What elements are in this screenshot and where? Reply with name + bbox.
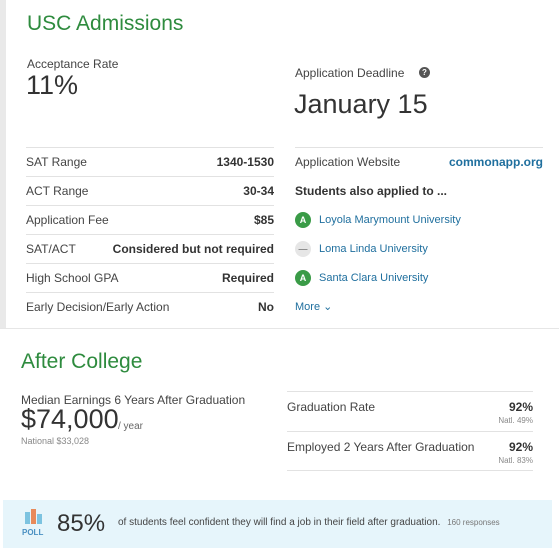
application-info (295, 147, 543, 321)
earnings-national: National $33,028 (21, 436, 90, 446)
earnings-label: Median Earnings 6 Years After Graduation (21, 393, 246, 407)
grade-badge: A (295, 270, 311, 286)
outcome-row (287, 391, 533, 431)
question-circle-icon[interactable]: ? (419, 67, 430, 78)
admission-stats (26, 147, 274, 321)
stat-row (26, 147, 274, 176)
more-button[interactable] (295, 300, 332, 313)
stat-label: Application Fee (26, 213, 109, 227)
stat-row (26, 176, 274, 205)
stat-row (26, 292, 274, 321)
also-applied-title: Students also applied to ... (295, 183, 448, 198)
poll-statement (118, 517, 500, 528)
deadline-label: Application Deadline (295, 66, 405, 80)
section-side-bar (0, 0, 6, 328)
list-item (295, 205, 543, 234)
more-row (295, 292, 543, 321)
stat-row (26, 234, 274, 263)
stat-value: $85 (253, 213, 274, 227)
university-link[interactable]: Loma Linda University (319, 242, 428, 255)
acceptance-rate-label: Acceptance Rate (27, 57, 119, 71)
stat-label: ACT Range (26, 184, 89, 198)
admissions-title: USC Admissions (27, 12, 184, 35)
stat-row (26, 263, 274, 292)
poll-percent: 85% (57, 510, 106, 537)
also-applied-header (295, 176, 543, 205)
stat-value: No (258, 300, 274, 314)
stat-value: 30-34 (243, 184, 274, 198)
outcome-label: Employed 2 Years After Graduation (287, 440, 475, 454)
earnings-value: $74,000 (21, 404, 119, 434)
stat-label: SAT/ACT (26, 242, 76, 256)
grade-badge: — (295, 241, 311, 257)
website-link[interactable]: commonapp.org (448, 155, 543, 169)
more-label: More (295, 300, 321, 313)
outcome-national: Natl. 49% (498, 416, 533, 425)
poll-banner (3, 500, 552, 548)
outcome-national: Natl. 83% (498, 456, 533, 465)
poll-icon (22, 508, 52, 538)
stat-value: 1340-1530 (216, 155, 274, 169)
section-divider (0, 328, 559, 329)
poll-text: of students feel confident they will find a job in their field after graduation. (118, 517, 441, 528)
deadline-value: January 15 (294, 89, 428, 119)
university-link[interactable]: Santa Clara University (319, 271, 429, 284)
grade-badge: A (295, 212, 311, 228)
outcomes-list (287, 391, 533, 471)
outcome-label: Graduation Rate (287, 400, 376, 414)
outcome-value: 92% (508, 440, 533, 454)
website-label: Application Website (295, 155, 401, 169)
list-item (295, 263, 543, 292)
university-link[interactable]: Loyola Marymount University (319, 213, 461, 226)
outcome-row (287, 431, 533, 471)
stat-label: SAT Range (26, 155, 87, 169)
chevron-down-icon: ⌄ (323, 301, 333, 313)
stat-row (26, 205, 274, 234)
after-college-title: After College (21, 350, 143, 373)
poll-icon-label: POLL (22, 528, 44, 537)
stat-value: Required (221, 271, 274, 285)
outcome-value: 92% (508, 400, 533, 414)
poll-responses[interactable]: 160 responses (447, 518, 500, 527)
acceptance-rate-value: 11% (26, 70, 79, 100)
stat-label: High School GPA (26, 271, 119, 285)
list-item (295, 234, 543, 263)
stat-label: Early Decision/Early Action (26, 300, 170, 314)
website-row (295, 147, 543, 176)
stat-value: Considered but not required (112, 242, 274, 256)
earnings-unit: / year (118, 421, 144, 432)
